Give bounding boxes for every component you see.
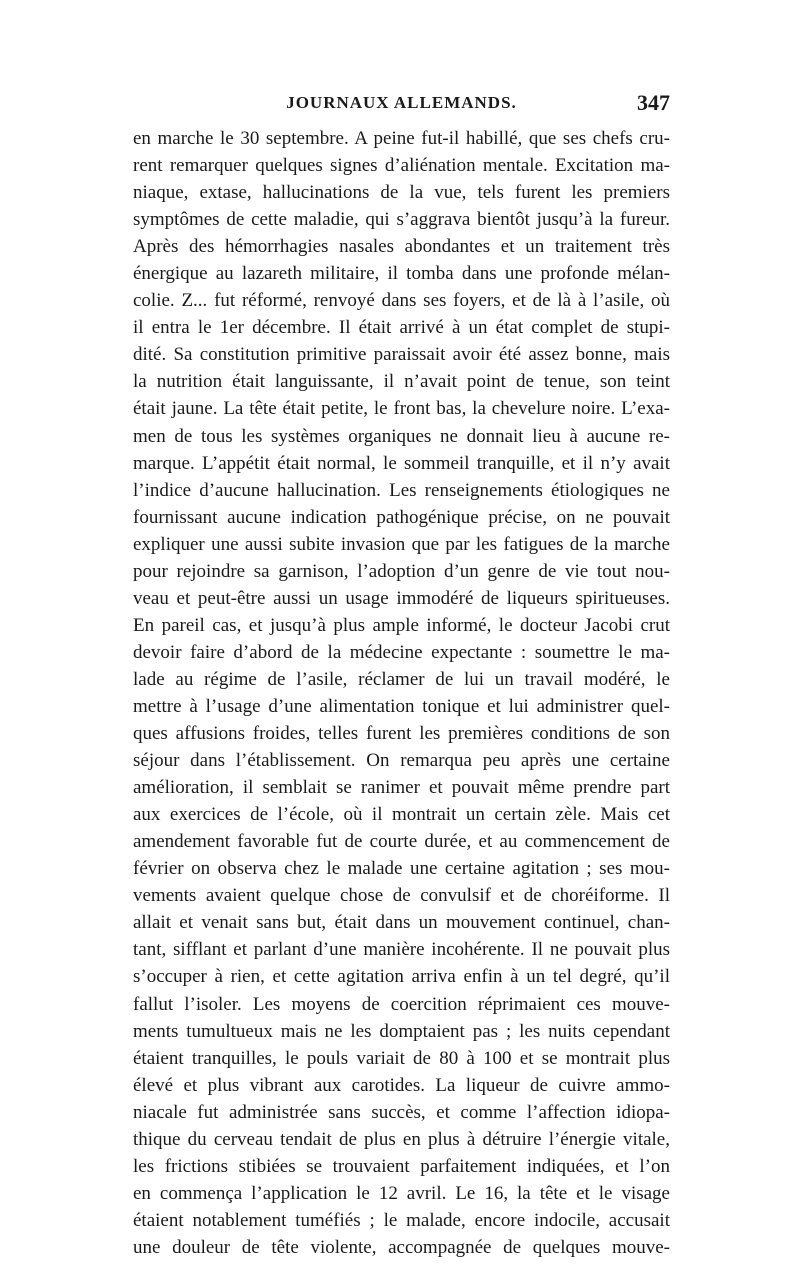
text-line: étaient notablement tuméfiés ; le malade, encore indocile, accusait bbox=[133, 1209, 670, 1231]
body-text bbox=[133, 125, 670, 1261]
text-line: symptômes de cette maladie, qui s’aggrava bientôt jusqu’à la fureur. bbox=[133, 209, 670, 231]
text-line: énergique au lazareth militaire, il tomba dans une profonde mélan- bbox=[133, 263, 670, 285]
text-line: ques affusions froides, telles furent les premières conditions de son bbox=[133, 723, 670, 745]
text-line: men de tous les systèmes organiques ne donnait lieu à aucune re- bbox=[133, 425, 670, 447]
text-line: étaient tranquilles, le pouls variait de 80 à 100 et se montrait plus bbox=[133, 1047, 670, 1069]
text-line: thique du cerveau tendait de plus en plus à détruire l’énergie vitale, bbox=[133, 1128, 670, 1150]
running-title: JOURNAUX ALLEMANDS. bbox=[286, 93, 517, 112]
text-line: en marche le 30 septembre. A peine fut-il habillé, que ses chefs cru- bbox=[133, 128, 670, 149]
text-line: ments tumultueux mais ne les domptaient pas ; les nuits cependant bbox=[133, 1020, 670, 1042]
text-line: tant, sifflant et parlant d’une manière incohérente. Il ne pouvait plus bbox=[133, 939, 670, 961]
text-line: fournissant aucune indication pathogénique précise, on ne pouvait bbox=[133, 506, 670, 528]
text-line: allait et venait sans but, était dans un mouvement continuel, chan- bbox=[133, 912, 670, 934]
text-line: fallut l’isoler. Les moyens de coercition réprimaient ces mouve- bbox=[133, 993, 670, 1015]
text-line: février on observa chez le malade une certaine agitation ; ses mou- bbox=[133, 858, 670, 880]
text-line: amélioration, il semblait se ranimer et pouvait même prendre part bbox=[133, 777, 670, 799]
text-line: vements avaient quelque chose de convulsif et de choréiforme. Il bbox=[133, 885, 670, 907]
text-line: dité. Sa constitution primitive paraissait avoir été assez bonne, mais bbox=[133, 344, 670, 366]
text-line: Après des hémorrhagies nasales abondantes et un traitement très bbox=[133, 236, 670, 258]
text-line: marque. L’appétit était normal, le sommeil tranquille, et il n’y avait bbox=[133, 452, 670, 474]
text-line: En pareil cas, et jusqu’à plus ample informé, le docteur Jacobi crut bbox=[133, 614, 670, 636]
text-line: les frictions stibiées se trouvaient parfaitement indiquées, et l’on bbox=[133, 1155, 670, 1177]
text-line: s’occuper à rien, et cette agitation arriva enfin à un tel degré, qu’il bbox=[133, 966, 670, 988]
text-line: devoir faire d’abord de la médecine expectante : soumettre le ma- bbox=[133, 641, 670, 663]
text-line: séjour dans l’établissement. On remarqua peu après une certaine bbox=[133, 750, 670, 772]
text-line: lade au régime de l’asile, réclamer de lui un travail modéré, le bbox=[133, 668, 670, 690]
text-line: pour rejoindre sa garnison, l’adoption d’un genre de vie tout nou- bbox=[133, 560, 670, 582]
text-line: rent remarquer quelques signes d’aliénation mentale. Excitation ma- bbox=[133, 155, 670, 177]
text-line: amendement favorable fut de courte durée, et au commencement de bbox=[133, 831, 670, 853]
text-line: expliquer une aussi subite invasion que par les fatigues de la marche bbox=[133, 533, 670, 555]
text-line: aux exercices de l’école, où il montrait un certain zèle. Mais cet bbox=[133, 804, 670, 826]
text-line: en commença l’application le 12 avril. Le 16, la tête et le visage bbox=[133, 1182, 670, 1204]
text-line: était jaune. La tête était petite, le front bas, la chevelure noire. L’exa- bbox=[133, 398, 670, 420]
text-line: il entra le 1er décembre. Il était arrivé à un état complet de stupi- bbox=[133, 317, 670, 339]
text-line: mettre à l’usage d’une alimentation tonique et lui administrer quel- bbox=[133, 695, 670, 717]
text-line: niaque, extase, hallucinations de la vue, tels furent les premiers bbox=[133, 182, 670, 204]
text-line: l’indice d’aucune hallucination. Les renseignements étiologiques ne bbox=[133, 479, 670, 501]
text-line: la nutrition était languissante, il n’avait point de tenue, son teint bbox=[133, 371, 670, 393]
text-line: élevé et plus vibrant aux carotides. La liqueur de cuivre ammo- bbox=[133, 1074, 670, 1096]
text-line: colie. Z... fut réformé, renvoyé dans ses foyers, et de là à l’asile, où bbox=[133, 290, 670, 312]
text-line: niacale fut administrée sans succès, et comme l’affection idiopa- bbox=[133, 1101, 670, 1123]
text-line: veau et peut-être aussi un usage immodéré de liqueurs spiritueuses. bbox=[133, 587, 670, 609]
running-head bbox=[133, 88, 670, 118]
text-line: une douleur de tête violente, accompagnée de quelques mouve- bbox=[133, 1236, 670, 1258]
page-number: 347 bbox=[637, 90, 670, 115]
